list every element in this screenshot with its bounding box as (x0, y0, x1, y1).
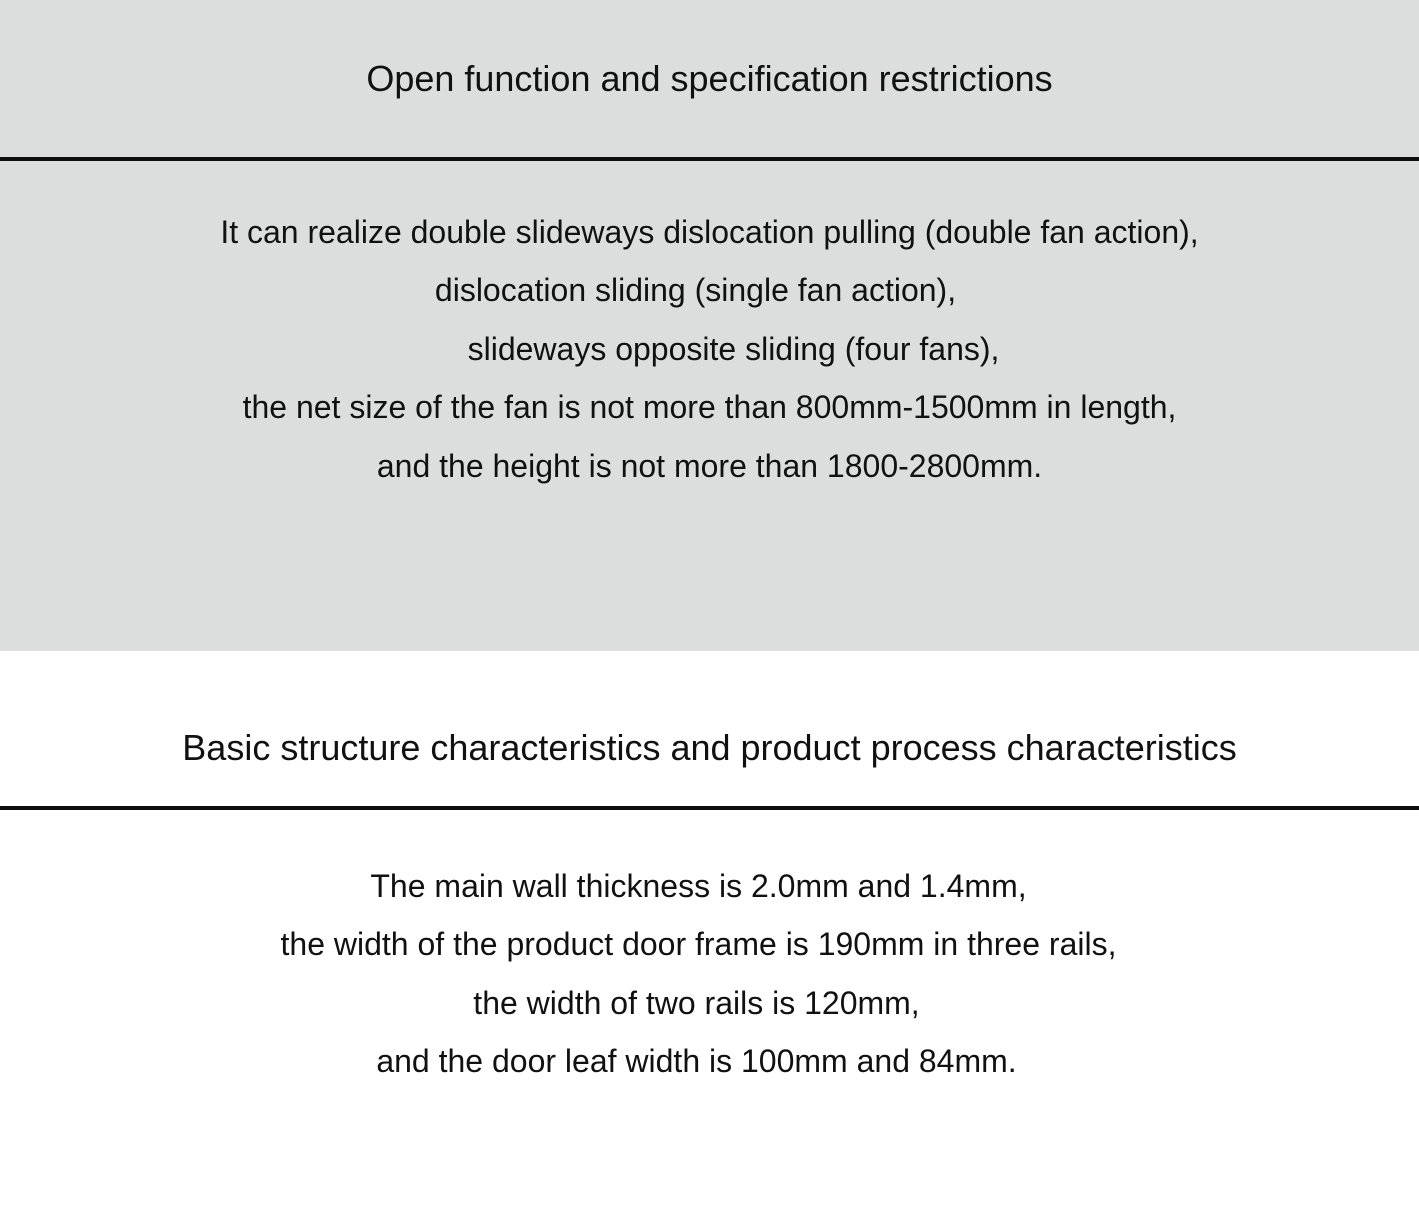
open-function-line: It can realize double slideways dislocation pulling (double fan action), (220, 214, 1199, 250)
structure-heading: Basic structure characteristics and product process characteristics (182, 727, 1237, 768)
open-function-line: the net size of the fan is not more than 800mm-1500mm in length, (242, 389, 1177, 426)
open-function-description (0, 203, 1419, 495)
structure-section (0, 651, 1419, 1226)
structure-line: The main wall thickness is 2.0mm and 1.4mm, (370, 868, 1027, 904)
structure-line: the width of the product door frame is 190mm in three rails, (280, 926, 1117, 963)
structure-divider (0, 806, 1419, 810)
open-function-heading: Open function and specification restrictions (366, 58, 1053, 99)
structure-line: the width of two rails is 120mm, (473, 984, 920, 1021)
open-function-line: and the height is not more than 1800-2800mm. (376, 447, 1043, 484)
open-function-line: slideways opposite sliding (four fans), (467, 330, 1000, 367)
open-function-line: dislocation sliding (single fan action), (434, 272, 957, 309)
open-function-divider (0, 157, 1419, 161)
structure-description (0, 857, 1419, 1091)
structure-line: and the door leaf width is 100mm and 84mm. (376, 1043, 1017, 1080)
